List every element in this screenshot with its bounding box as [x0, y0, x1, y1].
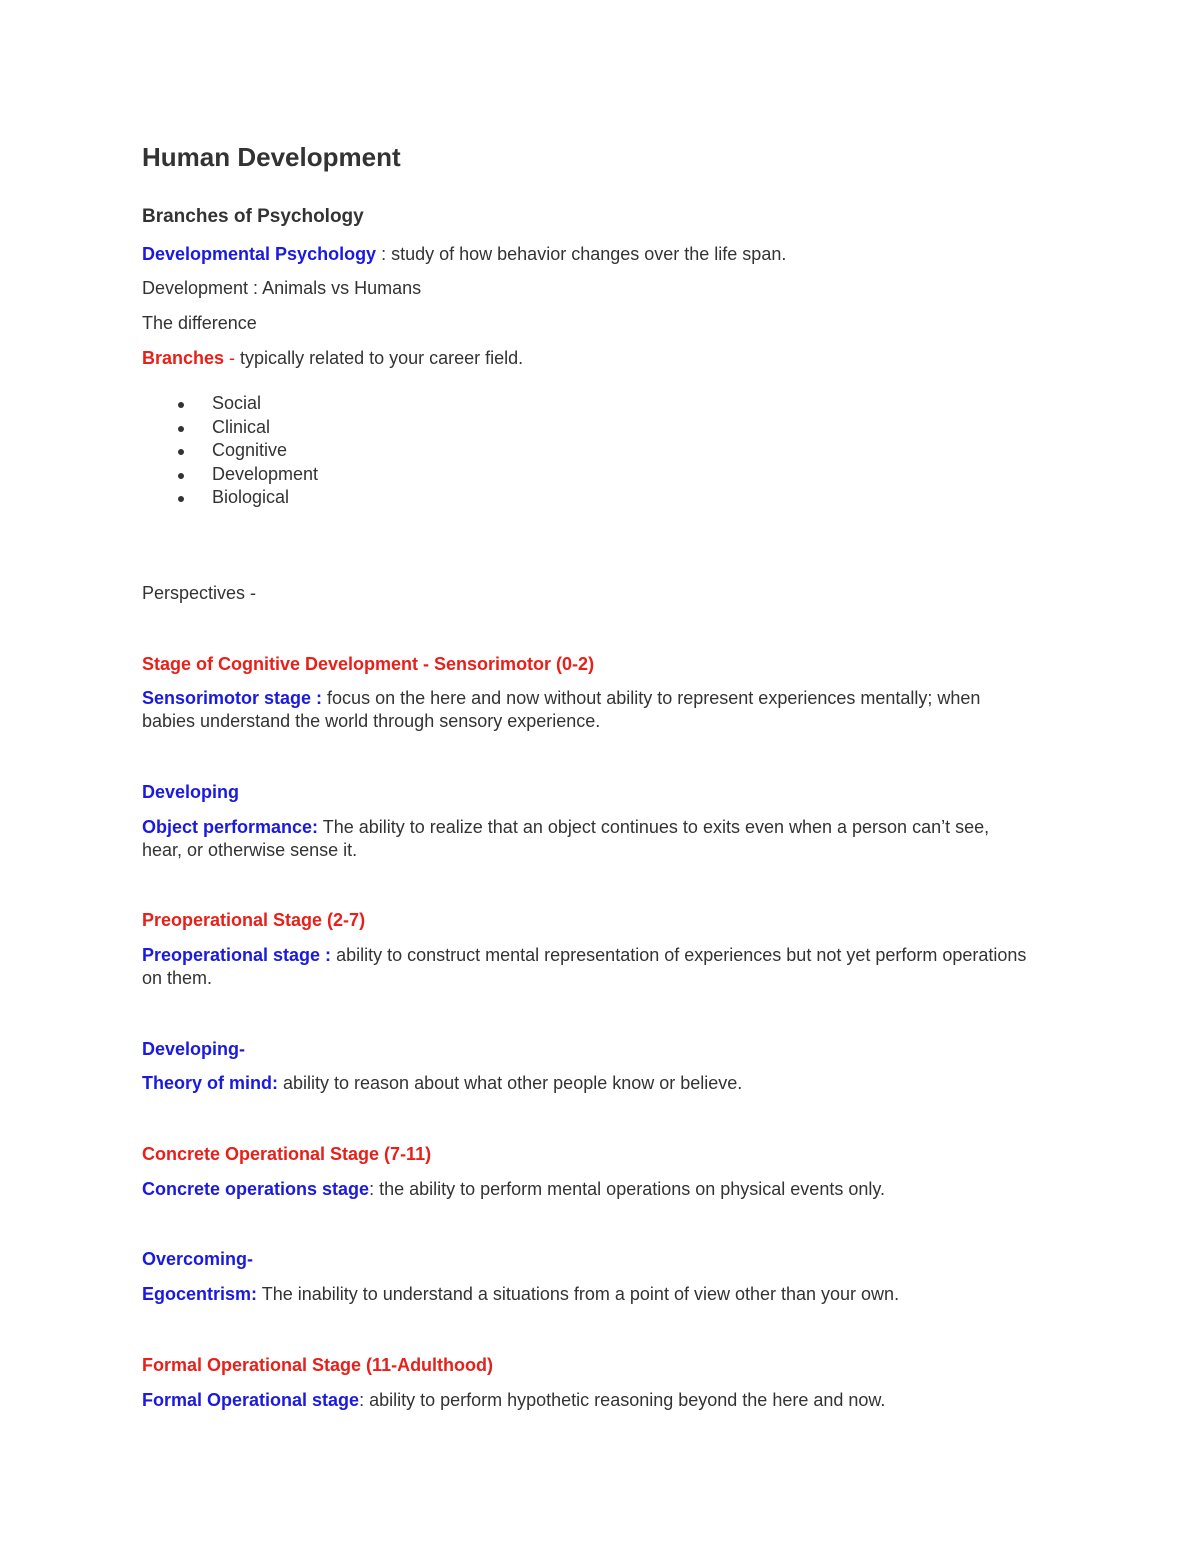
definition-theory-of-mind — [142, 1072, 742, 1095]
separator: : — [369, 1179, 375, 1199]
bullet-icon — [178, 402, 184, 408]
stage-heading-formal: Formal Operational Stage (11-Adulthood) — [142, 1355, 494, 1375]
term: Object performance: — [142, 817, 319, 837]
definition-preoperational-stage — [142, 944, 1032, 990]
document-title: Human Development — [142, 142, 401, 172]
definition-text: ability to reason about what other people know or believe. — [278, 1073, 743, 1093]
separator: : — [376, 244, 392, 264]
bullet-icon — [178, 449, 184, 455]
definition-text: study of how behavior changes over the life span. — [391, 244, 787, 264]
perspectives-line — [142, 582, 256, 605]
definition-developmental-psychology — [142, 243, 786, 266]
definition-text: typically related to your career field. — [240, 348, 524, 368]
definition-text: ability to perform hypothetic reasoning beyond the here and now. — [364, 1390, 886, 1410]
overcoming-heading: Overcoming- — [142, 1249, 254, 1269]
separator: : — [359, 1390, 365, 1410]
term: Sensorimotor stage : — [142, 688, 323, 708]
stage-heading-sensorimotor: Stage of Cognitive Development - Sensorimotor (0-2) — [142, 654, 595, 674]
developing-heading-2: Developing- — [142, 1039, 246, 1059]
developing-heading-1: Developing — [142, 782, 240, 802]
bullet-icon — [178, 426, 184, 432]
list-item: Development — [142, 463, 318, 487]
term: Theory of mind: — [142, 1073, 278, 1093]
definition-text: the ability to perform mental operations on physical events only. — [374, 1179, 886, 1199]
separator: - — [245, 583, 257, 603]
term: Formal Operational stage — [142, 1390, 360, 1410]
definition-egocentrism — [142, 1283, 899, 1306]
definition-text: The ability to realize that an object continues to exits even when a person can’t see, hear, or otherwise sense it. — [142, 817, 990, 860]
stage-heading-preoperational: Preoperational Stage (2-7) — [142, 910, 366, 930]
definition-object-performance — [142, 816, 1032, 862]
definition-branches — [142, 347, 523, 370]
definition-sensorimotor-stage — [142, 687, 1032, 733]
bullet-icon — [178, 473, 184, 479]
term: Concrete operations stage — [142, 1179, 370, 1199]
definition-text: focus on the here and now without ability to represent experiences mentally; when babies understand the world through sensory experience. — [142, 688, 981, 731]
list-item: Biological — [142, 486, 318, 510]
list-item: Clinical — [142, 416, 318, 440]
term: Developmental Psychology — [142, 244, 377, 264]
stage-heading-concrete: Concrete Operational Stage (7-11) — [142, 1144, 432, 1164]
list-item: Social — [142, 392, 318, 416]
section-heading: Branches of Psychology — [142, 206, 364, 227]
bullet-icon — [178, 496, 184, 502]
term: Preoperational stage : — [142, 945, 332, 965]
definition-concrete-operations-stage — [142, 1178, 885, 1201]
line-difference: The difference — [142, 313, 257, 333]
definition-text: The inability to understand a situations from a point of view other than your own. — [257, 1284, 900, 1304]
definition-text: ability to construct mental representation of experiences but not yet perform operations on them. — [142, 945, 1027, 988]
list-item: Cognitive — [142, 439, 318, 463]
term: Egocentrism: — [142, 1284, 258, 1304]
branches-list — [142, 392, 318, 510]
line-development: Development : Animals vs Humans — [142, 278, 422, 298]
term: Branches — [142, 348, 225, 368]
perspectives-label: Perspectives — [142, 583, 246, 603]
separator: - — [224, 348, 241, 368]
definition-formal-operational-stage — [142, 1389, 885, 1412]
